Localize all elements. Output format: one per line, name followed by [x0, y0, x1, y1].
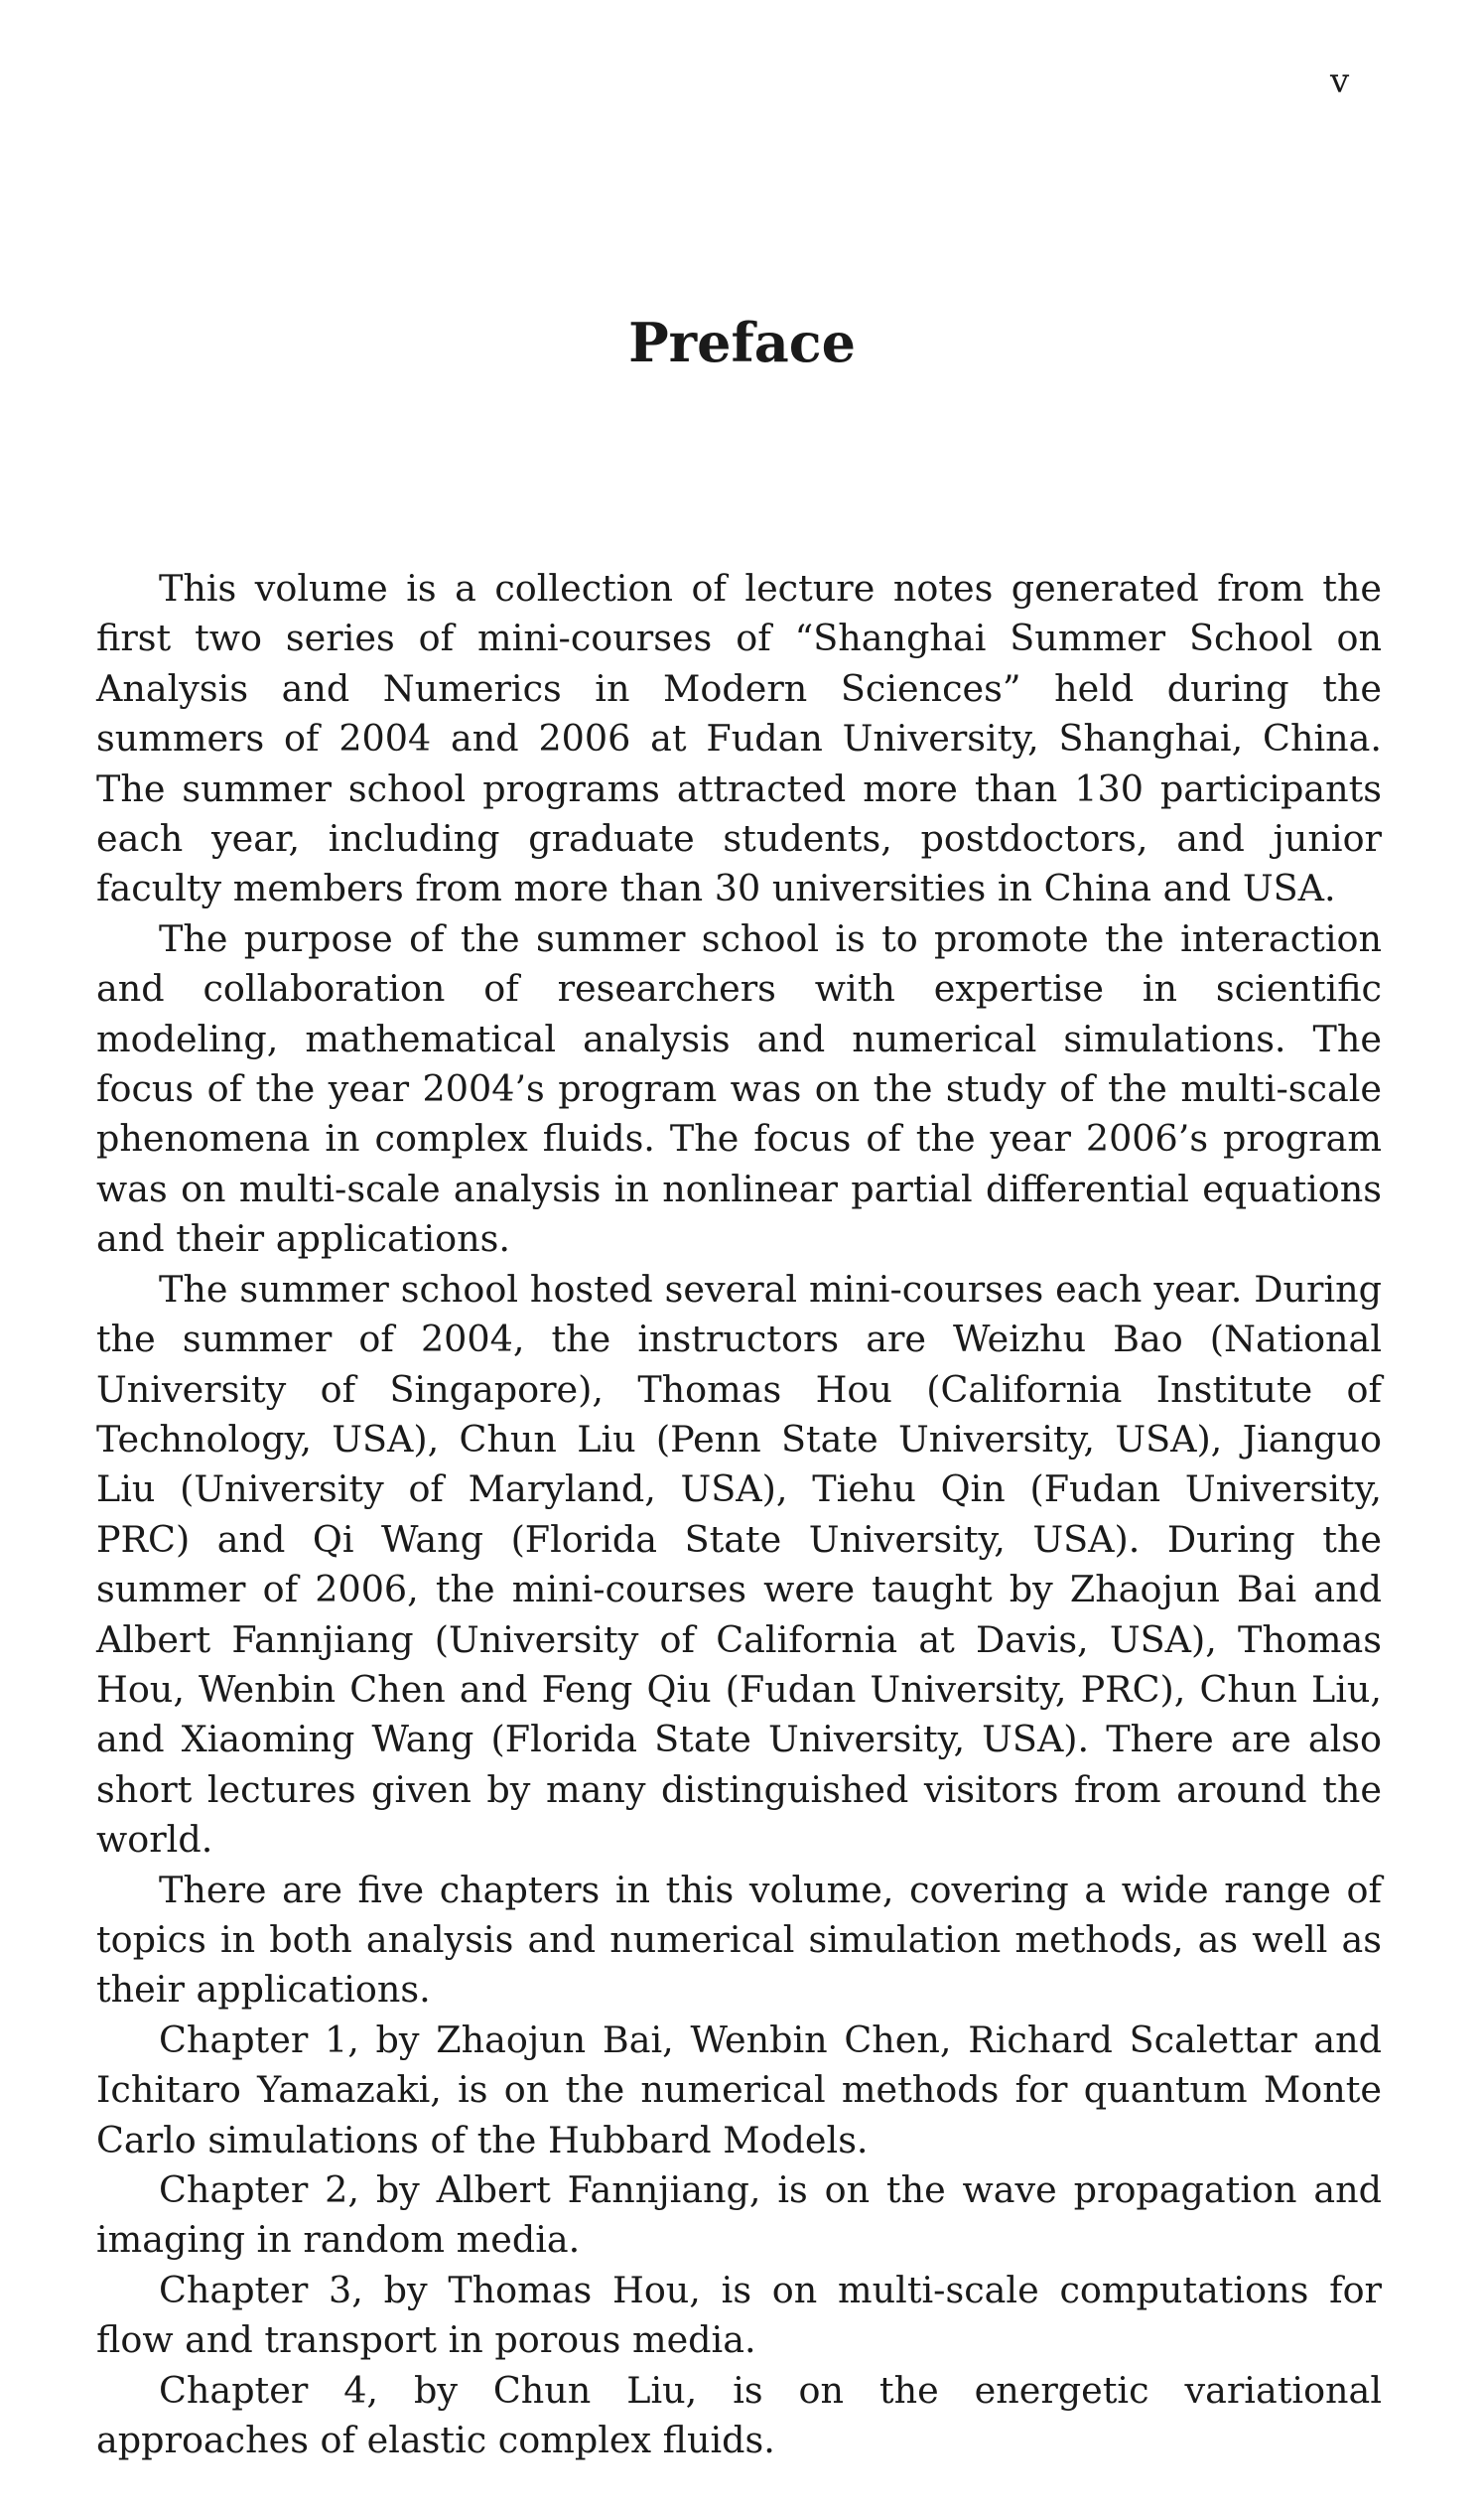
paragraph-chapters-overview: There are five chapters in this volume, covering a wide range of topics in both analysis and numerical simulation methods, as well as their applications.: [96, 1868, 1382, 2012]
page-title: Preface: [628, 311, 856, 374]
paragraph-chapter-4: Chapter 4, by Chun Liu, is on the energetic variational approaches of elastic complex fluids.: [96, 2368, 1382, 2462]
preface-body: [96, 564, 1382, 2465]
paragraph-chapter-3: Chapter 3, by Thomas Hou, is on multi-scale computations for flow and transport in porous media.: [96, 2268, 1382, 2362]
paragraph-purpose: The purpose of the summer school is to promote the interaction and collaboration of researchers with expertise in scientific modeling, mathematical analysis and numerical simulations. The focus of the year 2004’s program was on the study of the multi-scale phenomena in complex fluids. The focus of the year 2006’s program was on multi-scale analysis in nonlinear partial differential equations and their applications.: [96, 916, 1382, 1261]
paragraph-intro: This volume is a collection of lecture notes generated from the first two series of mini-courses of “Shanghai Summer School on Analysis and Numerics in Modern Sciences” held during the summers of 2004 and 2006 at Fudan University, Shanghai, China. The summer school programs attracted more than 130 participants each year, including graduate students, postdoctors, and junior faculty members from more than 30 universities in China and USA.: [96, 567, 1382, 910]
paragraph-chapter-1: Chapter 1, by Zhaojun Bai, Wenbin Chen, Richard Scalettar and Ichitaro Yamazaki, is on the numerical methods for quantum Monte Carlo simulations of the Hubbard Models.: [96, 2018, 1382, 2161]
page-number: v: [1330, 62, 1350, 101]
paragraph-instructors: The summer school hosted several mini-courses each year. During the summer of 2004, the instructors are Weizhu Bao (National University of Singapore), Thomas Hou (California Institute of Technology, USA), Chun Liu (Penn State University, USA), Jianguo Liu (University of Maryland, USA), Tiehu Qin (Fudan University, PRC) and Qi Wang (Florida State University, USA). During the summer of 2006, the mini-courses were taught by Zhaojun Bai and Albert Fannjiang (University of California at Davis, USA), Thomas Hou, Wenbin Chen and Feng Qiu (Fudan University, PRC), Chun Liu, and Xiaoming Wang (Florida State University, USA). There are also short lectures given by many distinguished visitors from around the world.: [96, 1267, 1382, 1862]
paragraph-chapter-2: Chapter 2, by Albert Fannjiang, is on the wave propagation and imaging in random media.: [96, 2168, 1382, 2262]
